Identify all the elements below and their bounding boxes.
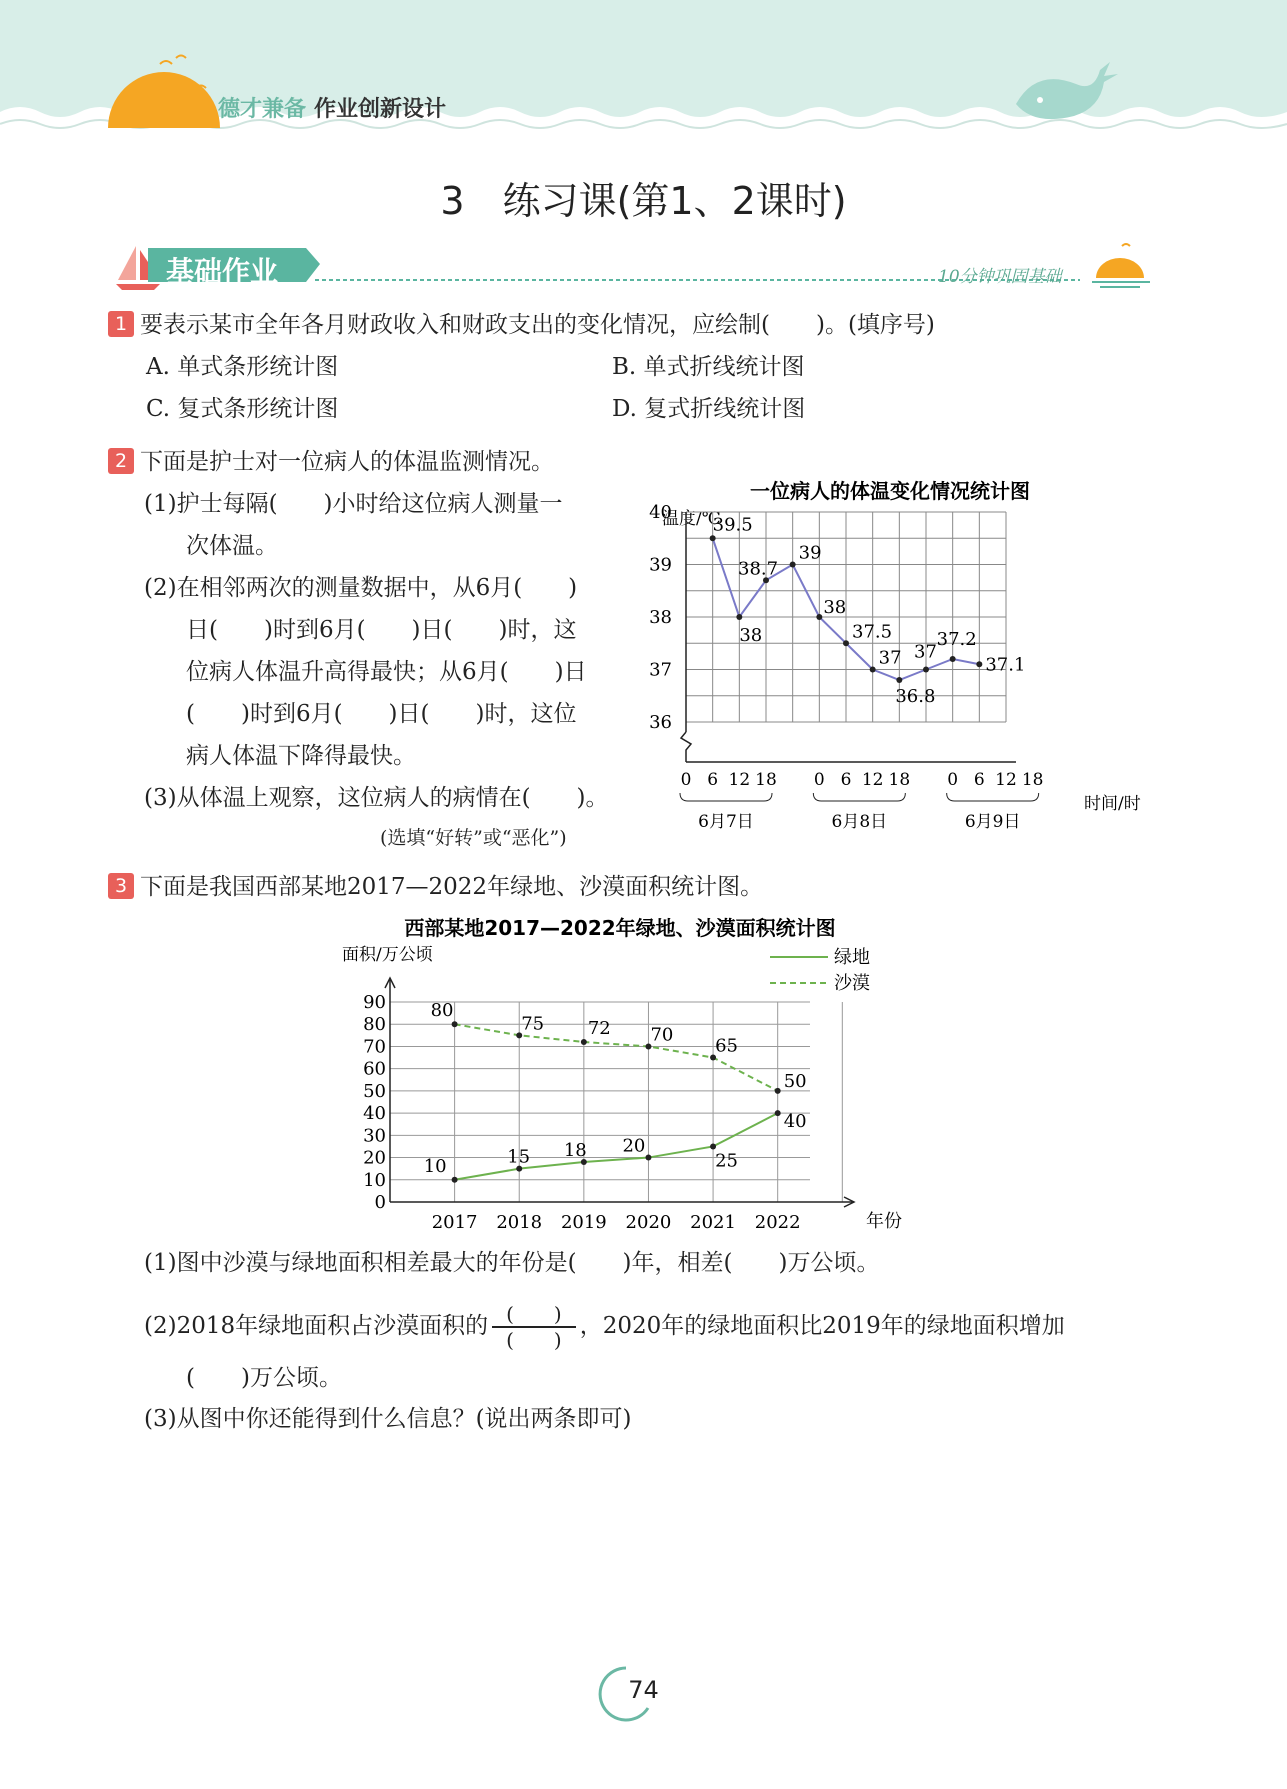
data-point — [790, 562, 796, 568]
brand-green: 德才兼备 — [218, 97, 307, 122]
q3-intro: 下面是我国西部某地2017—2022年绿地、沙漠面积统计图。 — [140, 874, 764, 900]
data-label: 72 — [587, 1018, 611, 1039]
y-tick-label: 40 — [649, 502, 672, 523]
data-point — [581, 1039, 587, 1045]
q3-sub2-c: ( )万公顷。 — [186, 1365, 342, 1391]
x-tick-label: 0 — [947, 770, 959, 790]
q2-line: (3)从体温上观察，这位病人的病情在( )。 — [144, 785, 609, 811]
data-point — [775, 1110, 781, 1116]
x-axis-label: 时间/时 — [1084, 794, 1141, 814]
x-tick-label: 18 — [755, 770, 777, 790]
x-tick-label: 0 — [813, 770, 825, 790]
x-tick-label: 6 — [973, 770, 985, 790]
data-point — [870, 667, 876, 673]
q3-sub3: (3)从图中你还能得到什么信息？(说出两条即可) — [144, 1406, 632, 1432]
area-chart — [330, 910, 930, 1240]
group-label: 6月7日 — [698, 812, 754, 832]
group-bracket — [680, 793, 772, 801]
x-tick-label: 12 — [995, 770, 1017, 790]
q3-sub2-b: ，2020年的绿地面积比2019年的绿地面积增加 — [579, 1313, 1065, 1339]
data-point — [452, 1177, 458, 1183]
q2-stem — [108, 447, 554, 477]
data-label: 15 — [507, 1146, 531, 1168]
y-tick-label: 20 — [363, 1147, 386, 1169]
data-label: 36.8 — [895, 686, 936, 707]
data-label: 37 — [914, 641, 937, 663]
group-label: 6月9日 — [964, 812, 1021, 832]
data-label: 37 — [878, 647, 902, 669]
data-label: 50 — [783, 1070, 807, 1092]
q3-sub1: (1)图中沙漠与绿地面积相差最大的年份是( )年，相差( )万公顷。 — [144, 1250, 880, 1276]
q3-sub2 — [144, 1302, 1065, 1352]
data-point — [710, 535, 716, 541]
q1-number: 1 — [108, 311, 134, 337]
data-point — [775, 1088, 781, 1094]
data-point — [923, 667, 929, 673]
q2-line: ( )时到6月( )日( )时，这位 — [186, 701, 577, 727]
y-axis-label: 面积/万公顷 — [342, 945, 433, 965]
section-label: 基础作业 — [166, 255, 279, 288]
fraction-numerator: ( ) — [492, 1302, 576, 1328]
data-label: 20 — [622, 1135, 646, 1157]
q1-stem — [108, 310, 935, 340]
data-label: 10 — [423, 1155, 447, 1177]
q2-number: 2 — [108, 448, 134, 474]
y-tick-label: 38 — [649, 607, 672, 628]
q2-line: (2)在相邻两次的测量数据中，从6月( ) — [144, 575, 578, 601]
q1-option-a: A. 单式条形统计图 — [146, 354, 339, 380]
data-label: 18 — [563, 1140, 587, 1161]
y-tick-label: 30 — [363, 1125, 386, 1147]
x-tick-label: 6 — [707, 770, 719, 790]
q1-option-b: B. 单式折线统计图 — [612, 354, 805, 380]
data-label: 39.5 — [712, 514, 753, 536]
y-tick-label: 60 — [363, 1058, 386, 1080]
q2-intro: 下面是护士对一位病人的体温监测情况。 — [140, 449, 554, 475]
fraction-blank — [492, 1302, 576, 1352]
q1-text: 要表示某市全年各月财政收入和财政支出的变化情况，应绘制( )。(填序号) — [140, 312, 935, 338]
legend-desert-label: 沙漠 — [834, 973, 870, 994]
q1-option-c: C. 复式条形统计图 — [146, 396, 339, 422]
y-tick-label: 70 — [363, 1036, 386, 1058]
y-tick-label: 0 — [374, 1192, 386, 1213]
q2-line: 位病人体温升高得最快；从6月( )日 — [186, 659, 587, 685]
data-label: 37.5 — [852, 621, 893, 643]
data-point — [816, 614, 822, 620]
data-label: 75 — [521, 1013, 545, 1035]
x-tick-label: 12 — [861, 770, 884, 790]
x-tick-label: 0 — [680, 770, 692, 790]
x-tick-label: 12 — [728, 770, 751, 790]
brand — [218, 92, 446, 123]
legend — [770, 947, 870, 994]
y-tick-label: 39 — [649, 554, 672, 576]
data-point — [950, 656, 956, 662]
data-label: 80 — [430, 1000, 454, 1022]
legend-green-label: 绿地 — [834, 947, 870, 968]
y-tick-label: 10 — [363, 1169, 386, 1191]
page-number: 74 — [628, 1676, 659, 1704]
desert-line — [455, 1024, 778, 1091]
x-axis-label: 年份 — [866, 1211, 902, 1232]
fraction-denominator: ( ) — [506, 1328, 562, 1352]
chart-title: 一位病人的体温变化情况统计图 — [750, 479, 1030, 503]
data-point — [645, 1155, 651, 1161]
data-label: 38 — [823, 597, 847, 618]
section-subtitle: 10分钟巩固基础 — [938, 267, 1062, 287]
q3-number: 3 — [108, 873, 134, 899]
x-tick-label: 2020 — [625, 1212, 672, 1233]
chart-title: 西部某地2017—2022年绿地、沙漠面积统计图 — [404, 916, 836, 940]
q2-line: 病人体温下降得最快。 — [186, 743, 416, 769]
y-tick-label: 90 — [363, 992, 386, 1013]
y-tick-label: 80 — [363, 1014, 386, 1036]
data-label: 65 — [715, 1035, 738, 1057]
data-point — [710, 1143, 716, 1149]
data-label: 37.2 — [936, 629, 977, 650]
y-axis-label: 温度/℃ — [662, 509, 721, 529]
data-label: 70 — [650, 1024, 674, 1046]
group-bracket — [813, 793, 905, 801]
data-point — [843, 640, 849, 646]
y-tick-label: 36 — [649, 712, 672, 733]
data-point — [452, 1021, 458, 1027]
data-label: 25 — [715, 1150, 738, 1172]
x-tick-label: 2019 — [560, 1212, 607, 1233]
brand-black: 作业创新设计 — [314, 97, 447, 122]
header-band — [0, 0, 1287, 150]
x-tick-label: 18 — [1021, 770, 1044, 790]
q2-line: 次体温。 — [186, 533, 278, 559]
x-tick-label: 2018 — [496, 1212, 543, 1233]
data-label: 38.7 — [738, 558, 779, 580]
y-tick-label: 37 — [649, 659, 672, 681]
data-label: 40 — [783, 1111, 807, 1133]
q2-line: (1)护士每隔( )小时给这位病人测量一 — [144, 491, 563, 517]
temperature-chart — [649, 472, 1141, 852]
y-tick-label: 40 — [363, 1103, 386, 1125]
group-bracket — [947, 793, 1039, 801]
axis-break — [681, 732, 691, 762]
q3-sub2-a: (2)2018年绿地面积占沙漠面积的 — [144, 1313, 489, 1339]
y-tick-label: 50 — [363, 1080, 386, 1102]
q3-stem — [108, 872, 763, 902]
x-tick-label: 18 — [888, 770, 911, 790]
x-tick-label: 2017 — [431, 1212, 478, 1233]
x-tick-label: 2022 — [754, 1212, 801, 1233]
data-point — [896, 677, 902, 683]
grid — [390, 1002, 842, 1202]
data-label: 39 — [798, 542, 822, 564]
data-point — [976, 661, 982, 667]
q2-hint: (选填“好转”或“恶化”) — [380, 827, 567, 849]
q1-option-d: D. 复式折线统计图 — [612, 396, 806, 422]
q2-line: 日( )时到6月( )日( )时，这 — [186, 617, 577, 643]
data-point — [736, 614, 742, 620]
data-label: 38 — [739, 625, 763, 646]
page-title: 3 练习课(第1、2课时) — [440, 179, 847, 223]
x-tick-label: 6 — [840, 770, 852, 790]
data-label: 37.1 — [985, 654, 1026, 676]
x-tick-label: 2021 — [690, 1212, 736, 1233]
group-label: 6月8日 — [831, 812, 888, 832]
sunset-icon — [1092, 244, 1150, 287]
